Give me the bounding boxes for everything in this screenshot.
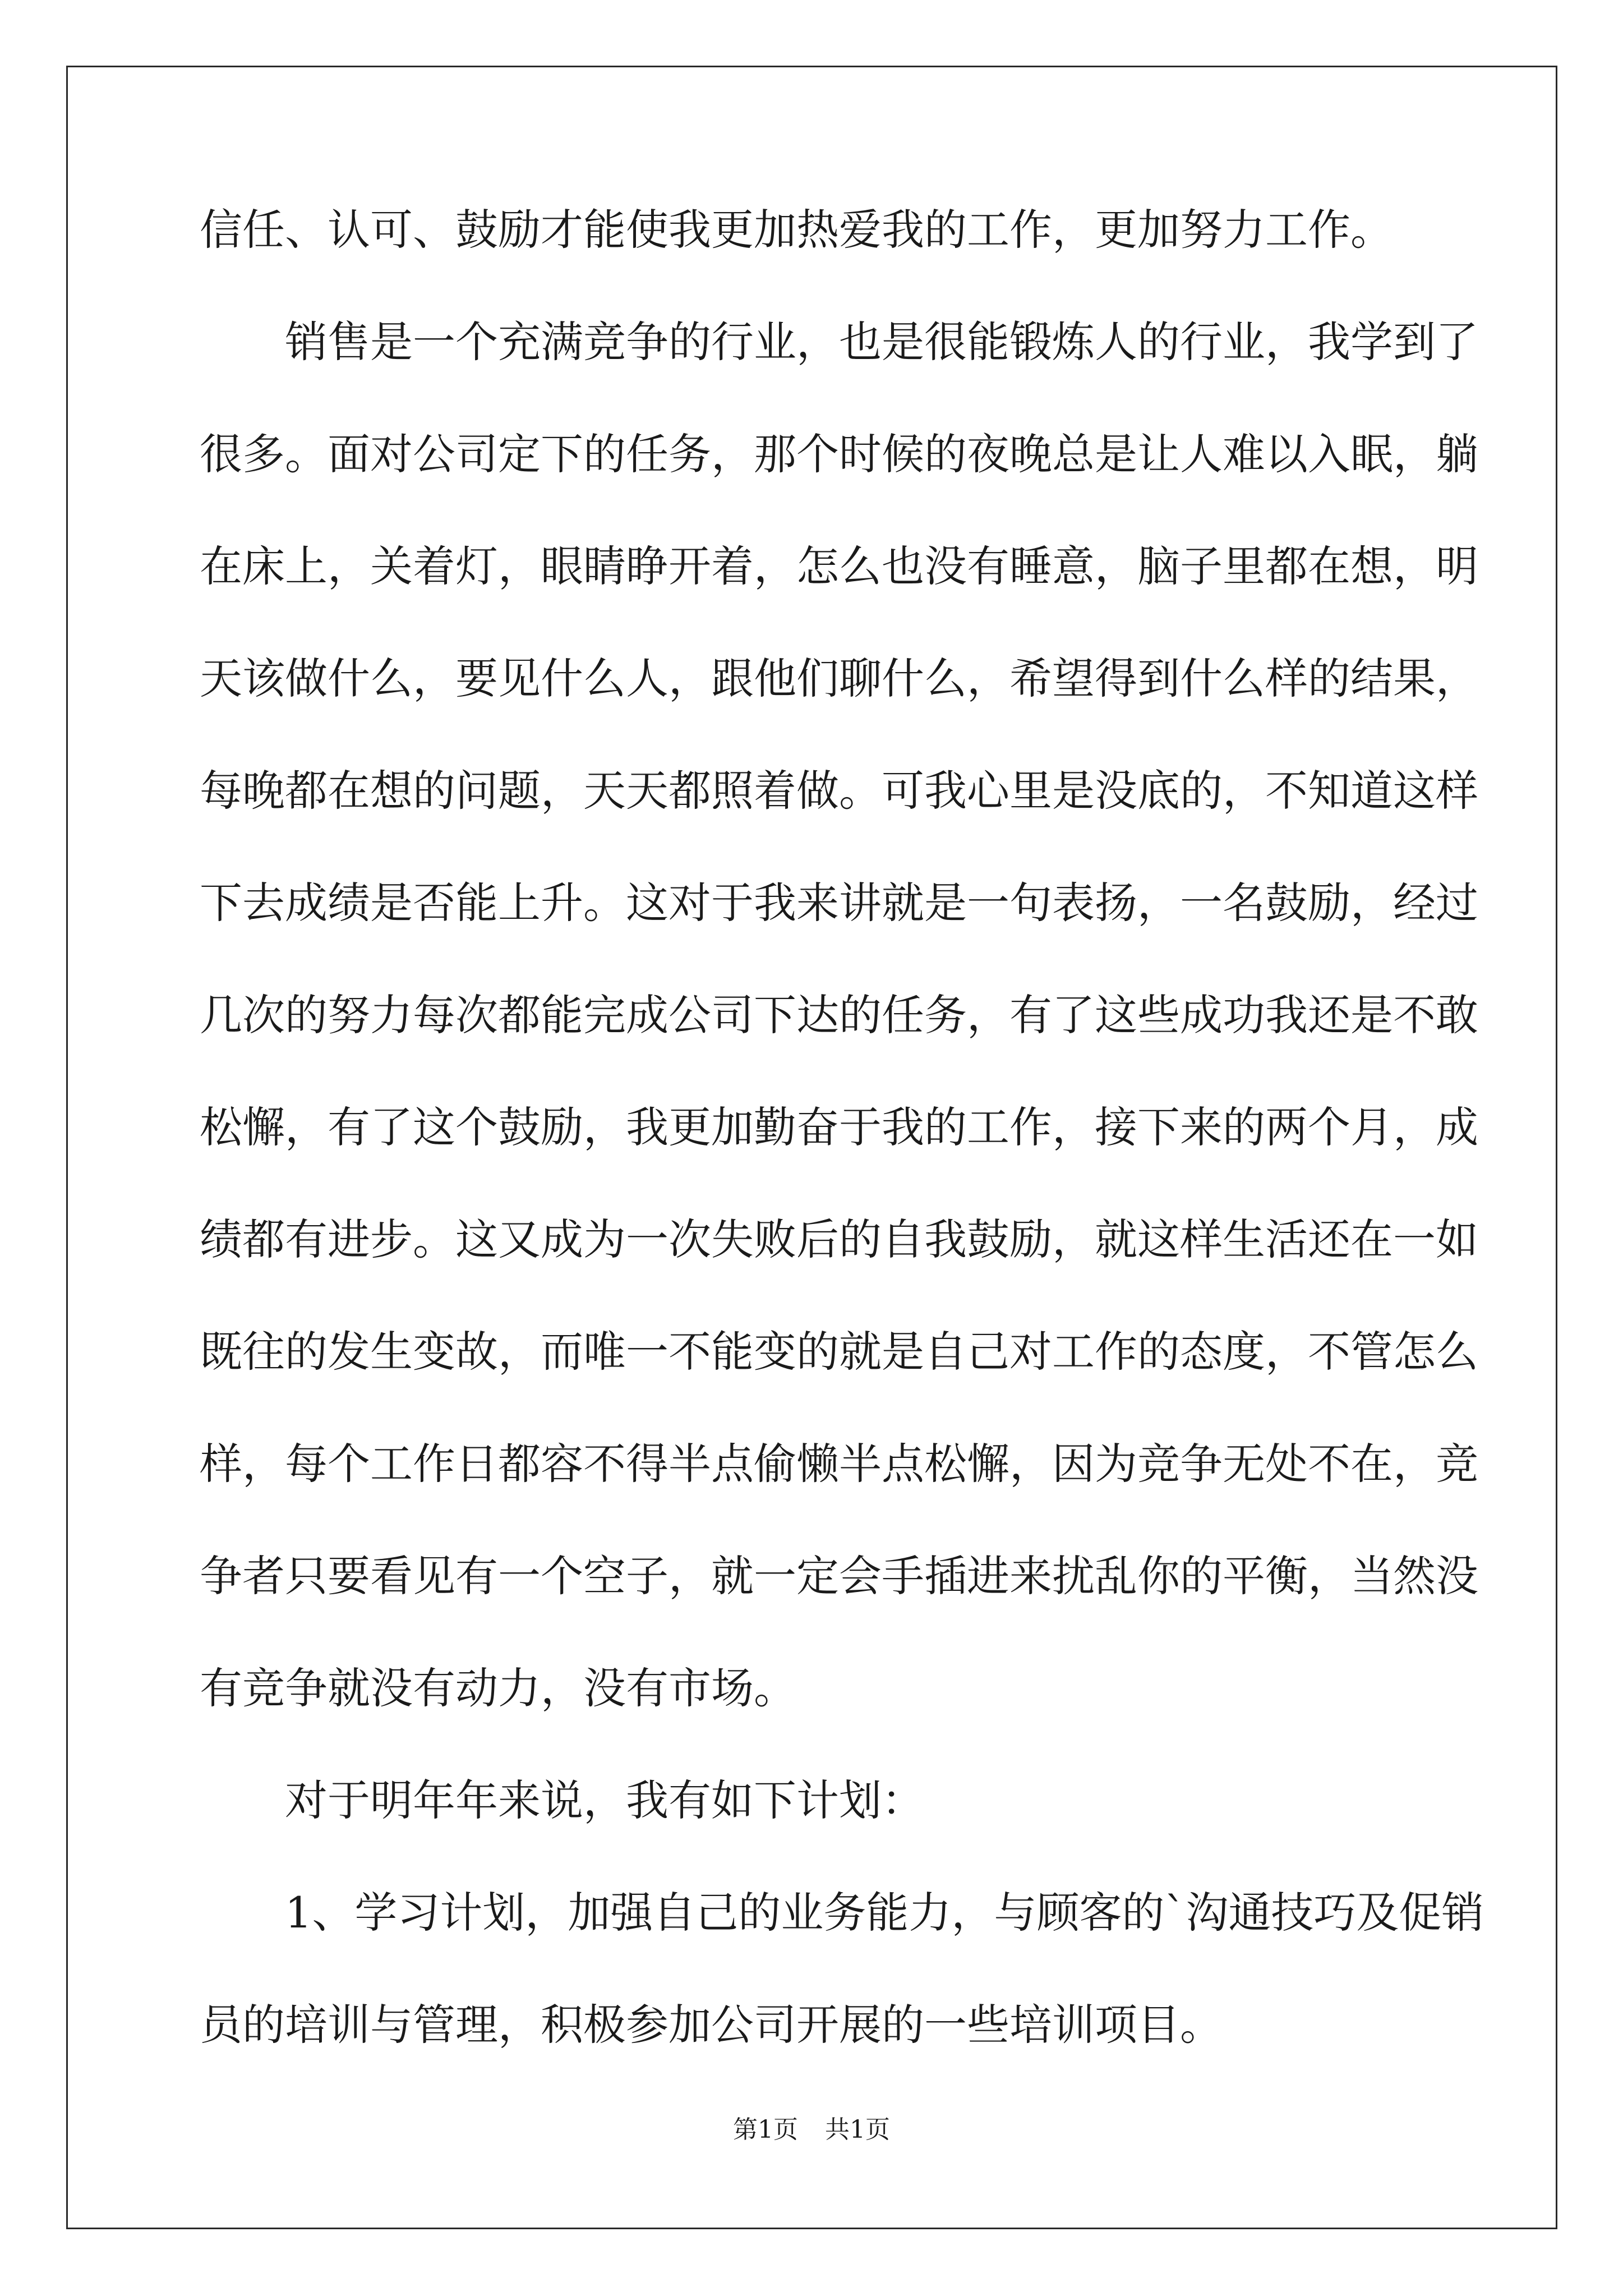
page-total: 共1页 [825,2115,890,2144]
text-line: 争者只要看见有一个空子，就一定会手插进来扰乱你的平衡，当然没 [200,1551,1478,1601]
text-line: 下去成绩是否能上升。这对于我来讲就是一句表扬，一名鼓励，经过 [200,878,1478,928]
text-line: 员的培训与管理，积极参加公司开展的一些培训项目。 [200,2000,1223,2050]
text-line: 有竞争就没有动力，没有市场。 [200,1663,796,1713]
text-line: 既往的发生变故，而唯一不能变的就是自己对工作的态度，不管怎么 [200,1327,1478,1377]
text-line: 几次的努力每次都能完成公司下达的任务，有了这些成功我还是不敢 [200,990,1478,1040]
text-line: 样，每个工作日都容不得半点偷懒半点松懈，因为竞争无处不在，竞 [200,1439,1478,1489]
text-line: 松懈，有了这个鼓励，我更加勤奋于我的工作，接下来的两个月，成 [200,1102,1478,1152]
paragraph-start-line: 销售是一个充满竞争的行业，也是很能锻炼人的行业，我学到了 [285,317,1478,367]
page-footer [0,2115,1623,2144]
text-line: 在床上，关着灯，眼睛睁开着，怎么也没有睡意，脑子里都在想，明 [200,541,1478,591]
paragraph-start-line: 1、学习计划，加强自己的业务能力，与顾客的`沟通技巧及促销 [285,1888,1484,1938]
text-line: 信任、认可、鼓励才能使我更加热爱我的工作，更加努力工作。 [200,205,1393,255]
paragraph-start-line: 对于明年年来说，我有如下计划： [285,1775,924,1825]
page-number: 第1页 [733,2115,798,2144]
text-line: 每晚都在想的问题，天天都照着做。可我心里是没底的，不知道这样 [200,766,1478,816]
text-line: 天该做什么，要见什么人，跟他们聊什么，希望得到什么样的结果， [200,654,1478,703]
text-line: 绩都有进步。这又成为一次失败后的自我鼓励，就这样生活还在一如 [200,1214,1478,1264]
text-line: 很多。面对公司定下的任务，那个时候的夜晚总是让人难以入眠，躺 [200,429,1478,479]
